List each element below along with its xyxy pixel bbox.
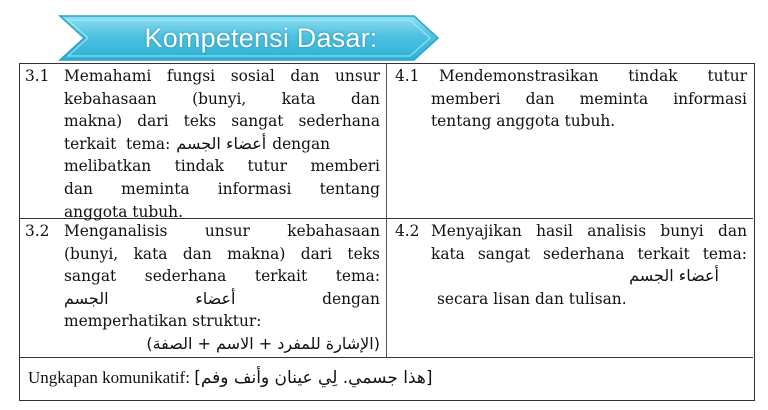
word: terkait xyxy=(637,244,690,263)
word: dari xyxy=(137,112,169,131)
arabic-theme-text: أعضاء الجسم xyxy=(176,133,267,153)
word: dan xyxy=(351,89,380,108)
word: tema: xyxy=(702,244,747,263)
word: makna) xyxy=(64,112,123,131)
word: tentang xyxy=(319,179,380,198)
communicative-expression xyxy=(28,367,433,390)
competency-text xyxy=(439,65,747,88)
word: dengan xyxy=(322,289,380,308)
competency-text xyxy=(64,220,380,356)
word: sederhana xyxy=(144,267,227,286)
word: teks xyxy=(183,112,217,131)
word: dengan xyxy=(272,134,331,153)
competency-text xyxy=(431,220,747,310)
competency-number: 4.1 xyxy=(395,67,420,85)
word: (bunyi, xyxy=(64,244,119,263)
competency-cell-3-2 xyxy=(20,219,387,358)
word: Memahami xyxy=(64,67,152,85)
word: dari xyxy=(300,244,333,263)
word: sosial xyxy=(230,67,275,85)
communicative-expression-label: Ungkapan komunikatif: xyxy=(28,368,190,387)
word: sangat xyxy=(477,244,531,263)
competency-table xyxy=(19,63,755,401)
banner-title: Kompetensi Dasar: xyxy=(144,22,378,53)
word: Menganalisis xyxy=(64,222,168,240)
word: teks xyxy=(347,244,380,263)
word: sederhana xyxy=(298,112,380,131)
word: hasil xyxy=(536,222,573,240)
word: sederhana xyxy=(543,244,625,263)
competency-cell-3-1 xyxy=(20,64,387,219)
word: informasi xyxy=(673,89,747,108)
word: kata xyxy=(431,244,465,263)
arabic-theme-text: أعضاء الجسم xyxy=(629,266,719,286)
competency-cell-4-2 xyxy=(387,219,753,358)
word: (bunyi, xyxy=(192,89,247,108)
word: meminta xyxy=(121,179,190,198)
word: fungsi xyxy=(166,67,216,85)
word: makna) xyxy=(227,244,286,263)
word: kata xyxy=(281,89,316,108)
word: kebahasaan xyxy=(64,89,157,108)
word: informasi xyxy=(217,179,292,198)
word: tindak xyxy=(628,67,678,85)
competency-text xyxy=(64,65,380,223)
competency-cell-4-1 xyxy=(387,64,753,219)
word: dan xyxy=(718,222,747,240)
word: dan xyxy=(64,179,93,198)
section-banner xyxy=(58,14,440,62)
word: unsur xyxy=(204,222,250,240)
communicative-expression-arabic: [هذا جسمي. لِي عينان وأنف وفم] xyxy=(194,368,433,388)
word: bunyi xyxy=(660,222,704,240)
word: dan xyxy=(290,67,320,85)
communicative-expression-row xyxy=(20,358,753,399)
word: memberi xyxy=(431,89,501,108)
word: tutur xyxy=(707,67,747,85)
word: sangat xyxy=(231,112,284,131)
competency-number: 3.2 xyxy=(25,222,50,240)
word: kata xyxy=(133,244,168,263)
arabic-word: أعضاء xyxy=(195,288,236,308)
word: Mendemonstrasikan xyxy=(439,67,599,85)
competency-text-cont xyxy=(431,88,747,133)
word: kebahasaan xyxy=(287,222,380,240)
word: tema: xyxy=(335,267,380,286)
word: anggota tubuh. xyxy=(64,202,183,221)
word: sangat xyxy=(64,267,117,286)
word: terkait tema: xyxy=(64,134,171,153)
arabic-structure-text: (الإشارة للمفرد + الاسم + الصفة) xyxy=(146,333,380,353)
word: tutur xyxy=(247,157,287,176)
competency-number: 3.1 xyxy=(25,67,50,85)
word: unsur xyxy=(335,67,380,85)
word: tentang anggota tubuh. xyxy=(431,112,616,131)
word: meminta xyxy=(579,89,649,108)
arabic-word: الجسم xyxy=(64,288,109,308)
word: melibatkan xyxy=(64,157,152,176)
word: terkait xyxy=(254,267,308,286)
word: tindak xyxy=(174,157,224,176)
word: analisis xyxy=(587,222,647,240)
word: secara lisan dan tulisan. xyxy=(437,289,627,308)
word: Menyajikan xyxy=(431,222,522,240)
word: dan xyxy=(525,89,555,108)
word: dan xyxy=(182,244,212,263)
word: memperhatikan struktur: xyxy=(64,312,262,331)
competency-number: 4.2 xyxy=(395,222,420,240)
word: memberi xyxy=(310,157,380,176)
